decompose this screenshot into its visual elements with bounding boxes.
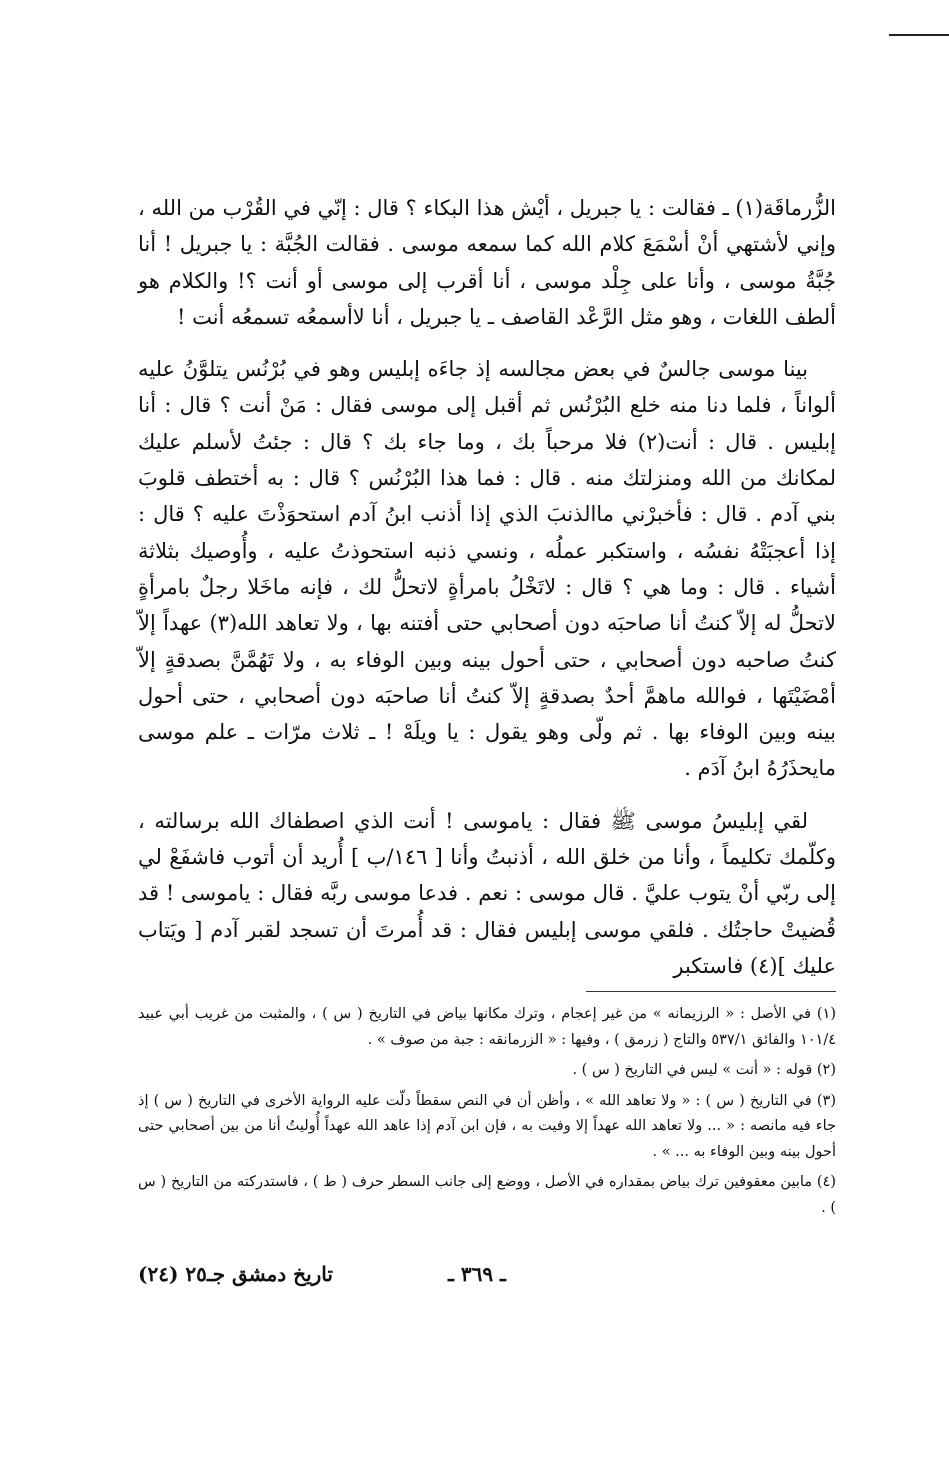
top-rule <box>889 34 949 36</box>
footnote-3: (٣) في التاريخ ( س ) : « ولا تعاهد الله » ، وأظن أن في النص سقطاً دلّت عليه الرواية الأخرى في التاريخ ( س ) إذ جاء فيه مانصه : « ... ولا تعاهد الله عهداً إلا وفيت به ، فإن ابن آدم إذا عاهد الله عهداً أُوليتُ أنا من بين أصحابي حتى أحول بينه وبين الوفاء به ... » . <box>138 1092 836 1160</box>
footnote-separator <box>586 991 836 992</box>
page-number: ـ ٣٦٩ ـ <box>448 1262 506 1286</box>
paragraph-1: الزُّرماقَة(١) ـ فقالت : يا جبريل ، أيْش هذا البكاء ؟ قال : إنّي في القُرْب من الله ، وإني لأشتهي أنْ أسْمَعَ كلام الله كما سمعه موسى . فقالت الجُبَّة : يا جبريل ! أنا جُبَّةُ موسى ، وأنا على جِلْد موسى ، أنا أقرب إلى موسى أو أنت ؟! والكلام هو ألطف اللغات ، وهو مثل الرَّعْد القاصف ـ يا جبريل ، أنا لاأسمعُه تسمعُه أنت ! <box>138 196 836 329</box>
paragraph-3: لقي إبليسُ موسى ﷺ فقال : ياموسى ! أنت الذي اصطفاك الله برسالته ، وكلّمك تكليماً ، وأنا من خلق الله ، أذنبتُ وأنا [ ١٤٦/ب ] أُريد أن أتوب فاشفَعْ لي إلى ربّي أنْ يتوب عليَّ . قال موسى : نعم . فدعا موسى ربَّه فقال : ياموسى ! قد قُضيتْ حاجتُك . فلقي موسى إبليس فقال : قد أُمرتَ أن تسجد لقبر آدم [ ويَتاب عليك ](٤) فاستكبر <box>138 808 836 978</box>
footnote-2: (٢) قوله : « أنت » ليس في التاريخ ( س ) . <box>572 1062 836 1078</box>
book-title: تاريخ دمشق جـ٢٥ (٢٤) <box>138 1262 333 1286</box>
page-footer <box>138 1262 836 1302</box>
main-text <box>138 190 836 1000</box>
footnote-1: (١) في الأصل : « الرزيمانه » من غير إعجام ، وترك مكانها بياض في التاريخ ( س ) ، والمثبت من غريب أبي عبيد ١٠١/٤ والفائق ٥٣٧/١ والتاج ( زرمق ) ، وفيها : « الزرمانقه : جبة من صوف » . <box>138 1006 836 1048</box>
footnote-4: (٤) مابين معقوفين ترك بياض بمقداره في الأصل ، ووضع إلى جانب السطر حرف ( ط ) ، فاستدركته من التاريخ ( س ) . <box>138 1174 836 1216</box>
footnotes <box>138 1002 836 1226</box>
paragraph-2: بينا موسى جالسٌ في بعض مجالسه إذ جاءَه إبليس وهو في بُرْنُس يتلوَّنُ عليه ألواناً ، فلما دنا منه خلع البُرْنُس ثم أقبل إلى موسى فقال : مَنْ أنت ؟ قال : أنا إبليس . قال : أنت(٢) فلا مرحباً بك ، وما جاء بك ؟ قال : جئتُ لأسلم عليك لمكانك من الله ومنزلتك منه . قال : فما هذا البُرْنُس ؟ قال : به أختطف قلوبَ بني آدم . قال : فأخبرْني ماالذنبَ الذي إذا أذنب ابنُ آدم استحوَذْتَ عليه ؟ قال : إذا أعجبَتْهُ نفسُه ، واستكبر عملُه ، ونسي ذنبه استحوذتُ عليه ، وأُوصيك بثلاثة أشياء . قال : وما هي ؟ قال : لاتَخْلُ بامرأةٍ لاتحلُّ لك ، فإنه ماخَلا رجلٌ بامرأةٍ لاتحلُّ له إلاّ كنتُ أنا صاحبَه دون أصحابي حتى أفتنه بها ، ولا تعاهد الله(٣) عهداً إلاّ كنتُ صاحبه دون أصحابي ، حتى أحول بينه وبين الوفاء به ، ولا تَهُمَّنَّ بصدقةٍ إلاّ أمْضَيْتَها ، فوالله ماهمَّ أحدٌ بصدقةٍ إلاّ كنتُ أنا صاحبَه دون أصحابي ، حتى أحول بينه وبين الوفاء بها . ثم ولّى وهو يقول : يا ويلَهْ ! ـ ثلاث مرّات ـ علم موسى مايحذَرُهُ ابنُ آدَم . <box>138 357 837 781</box>
